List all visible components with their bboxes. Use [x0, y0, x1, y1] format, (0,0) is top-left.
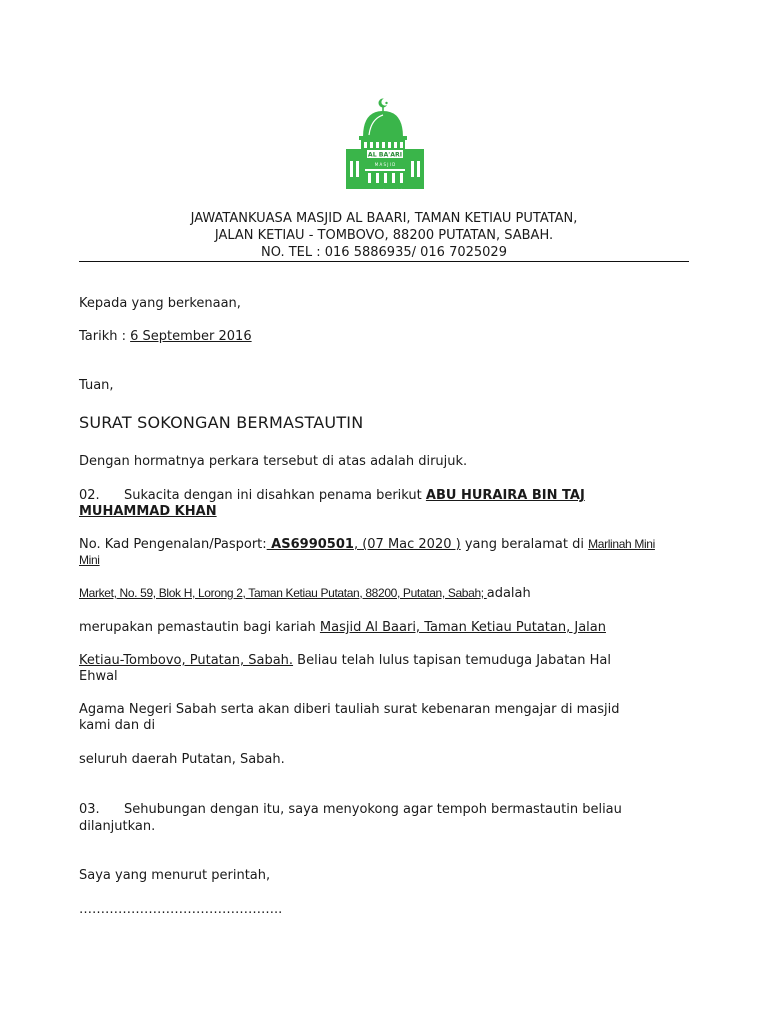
id-label: No. Kad Pengenalan/Pasport:	[79, 537, 267, 552]
mosque-logo	[343, 97, 427, 194]
header-line-3: NO. TEL : 016 5886935/ 016 7025029	[261, 245, 507, 260]
paragraph-2-line-1	[79, 487, 585, 504]
closing: Saya yang menurut perintah,	[79, 868, 271, 883]
resident-line-3: Ehwal	[79, 669, 118, 684]
date-value: 6 September 2016	[130, 329, 252, 344]
id-line	[79, 536, 655, 553]
id-value: AS6990501	[266, 537, 354, 552]
seluruh-line: seluruh daerah Putatan, Sabah.	[79, 752, 285, 767]
address-part-3: Market, No. 59, Blok H, Lorong 2, Taman Ketiau Putatan, 88200, Putatan, Sabah;	[79, 586, 487, 600]
intro-paragraph: Dengan hormatnya perkara tersebut di atas adalah dirujuk.	[79, 454, 468, 469]
logo-sub: M A S J I D	[374, 162, 396, 167]
address-line-2	[79, 552, 100, 569]
header-divider	[79, 261, 689, 262]
header-line-2: JALAN KETIAU - TOMBOVO, 88200 PUTATAN, SABAH.	[214, 228, 554, 243]
letter-subject: SURAT SOKONGAN BERMASTAUTIN	[79, 413, 364, 432]
logo-tagline: Taman Ketiau Putatan	[362, 187, 408, 193]
person-name-part-2: MUHAMMAD KHAN	[79, 504, 217, 519]
greeting: Kepada yang berkenaan,	[79, 296, 241, 311]
paragraph-3-line-1	[79, 801, 622, 818]
address-tail: adalah	[486, 586, 531, 601]
kariah-name-cont: Ketiau-Tombovo, Putatan, Sabah.	[79, 653, 294, 668]
signature-line: ………………………………………..	[79, 902, 283, 917]
resident-line-2	[79, 652, 611, 669]
header-line-1: JAWATANKUASA MASJID AL BAARI, TAMAN KETIAU PUTATAN,	[190, 211, 578, 226]
paragraph-3-number: 03.	[79, 802, 100, 817]
paragraph-3-text: Sehubungan dengan itu, saya menyokong agar tempoh bermastautin beliau	[124, 802, 622, 817]
person-name-part-1: ABU HURAIRA BIN TAJ	[425, 488, 585, 503]
paragraph-2-number: 02.	[79, 488, 100, 503]
resident-text-cont: Beliau telah lulus tapisan temuduga Jabatan Hal	[293, 653, 611, 668]
logo-name: AL BA'ARI	[367, 151, 403, 159]
address-line-3	[79, 585, 531, 602]
agama-line-2: kami dan di	[79, 718, 156, 733]
resident-text: merupakan pemastautin bagi kariah	[79, 620, 320, 635]
address-label: yang beralamat di	[460, 537, 589, 552]
date-label: Tarikh :	[79, 329, 131, 344]
paragraph-2-line-2	[79, 503, 217, 520]
date-line	[79, 328, 252, 345]
paragraph-2-text: Sukacita dengan ini disahkan penama berikut	[124, 488, 426, 503]
salutation: Tuan,	[79, 378, 114, 393]
resident-line-1	[79, 619, 606, 636]
paragraph-3-line-2: dilanjutkan.	[79, 819, 156, 834]
address-part-2: Mini	[79, 553, 100, 567]
kariah-name: Masjid Al Baari, Taman Ketiau Putatan, Jalan	[319, 620, 606, 635]
agama-line-1: Agama Negeri Sabah serta akan diberi tauliah surat kebenaran mengajar di masjid	[79, 702, 620, 717]
address-part-1: Marlinah Mini	[588, 537, 655, 551]
id-expiry: , (07 Mac 2020 )	[353, 537, 461, 552]
